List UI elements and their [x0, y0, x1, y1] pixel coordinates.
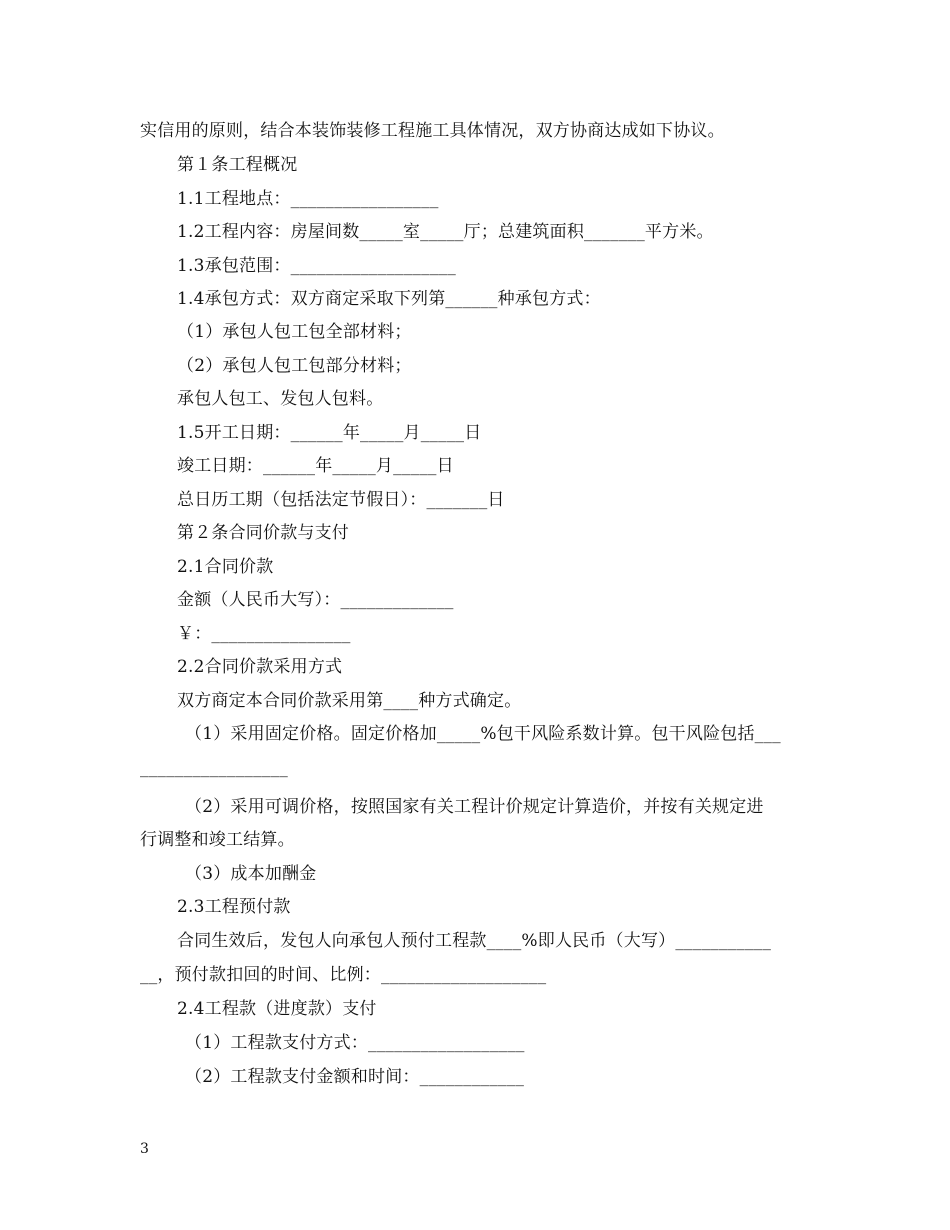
paragraph-line: 2.1合同价款	[177, 557, 274, 577]
paragraph-line: ￥：________________	[177, 624, 351, 644]
paragraph-line: 双方商定本合同价款采用第____种方式确定。	[177, 691, 522, 711]
list-item: （3）成本加酬金	[185, 864, 317, 884]
paragraph-line: 1.4承包方式：双方商定采取下列第______种承包方式：	[177, 289, 601, 309]
paragraph-line: 行调整和竣工结算。	[140, 830, 295, 850]
paragraph-line: 2.4工程款（进度款）支付	[177, 999, 377, 1019]
list-item: （1）工程款支付方式：__________________	[185, 1033, 525, 1053]
page-number: 3	[140, 1141, 149, 1157]
paragraph-line: __，预付款扣回的时间、比例：___________________	[140, 965, 547, 985]
section-heading: 第１条工程概况	[177, 155, 298, 175]
paragraph-line: 1.5开工日期：______年_____月_____日	[177, 423, 482, 443]
list-item: （1）承包人包工包全部材料；	[177, 322, 412, 342]
paragraph-line: 1.1工程地点：_________________	[177, 189, 439, 209]
paragraph-line: 1.3承包范围：___________________	[177, 256, 456, 276]
paragraph-line: 金额（人民币大写）：_____________	[177, 590, 454, 610]
paragraph-line: 总日历工期（包括法定节假日）：_______日	[177, 490, 505, 510]
list-item: （2）工程款支付金额和时间：____________	[185, 1067, 525, 1087]
paragraph-line: 1.2工程内容：房屋间数_____室_____厅；总建筑面积_______平方米。	[177, 222, 714, 242]
paragraph-line: 2.3工程预付款	[177, 897, 291, 917]
paragraph-line: _________________	[140, 758, 288, 778]
paragraph-line: 2.2合同价款采用方式	[177, 657, 343, 677]
paragraph-line: 竣工日期：______年_____月_____日	[177, 456, 454, 476]
list-item: （1）采用固定价格。固定价格加_____%包干风险系数计算。包干风险包括___	[185, 724, 781, 744]
paragraph-line: 承包人包工、发包人包料。	[177, 389, 384, 409]
list-item: （2）采用可调价格，按照国家有关工程计价规定计算造价，并按有关规定进	[185, 797, 764, 817]
paragraph-line: 合同生效后，发包人向承包人预付工程款____%即人民币（大写）___________	[177, 931, 772, 951]
paragraph-line: 实信用的原则，结合本装饰装修工程施工具体情况，双方协商达成如下协议。	[140, 121, 725, 141]
section-heading: 第２条合同价款与支付	[177, 523, 349, 543]
list-item: （2）承包人包工包部分材料；	[177, 356, 412, 376]
